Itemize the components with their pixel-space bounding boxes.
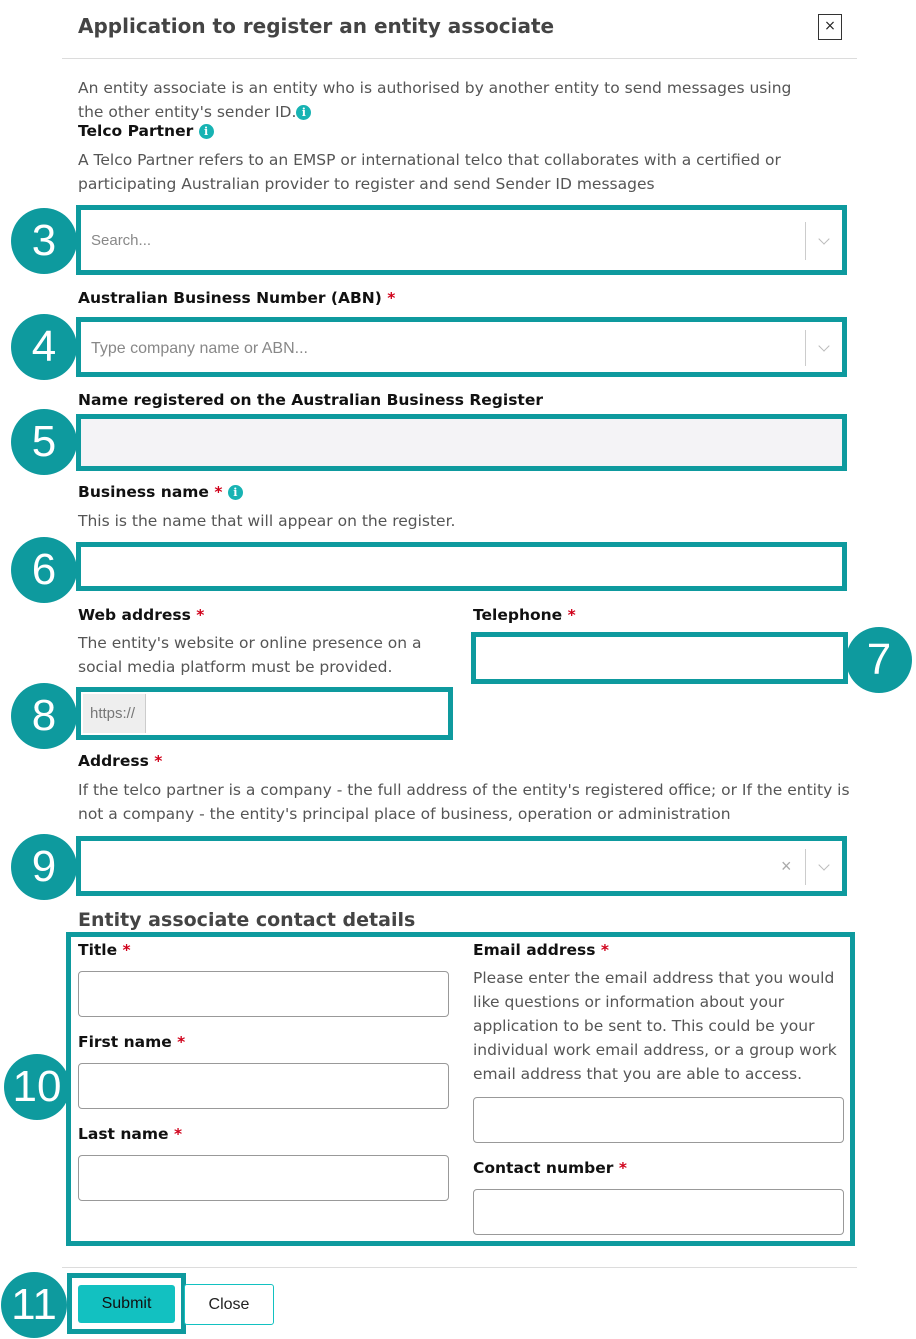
abn-select[interactable] [76, 317, 847, 377]
select-separator [805, 849, 806, 885]
submit-button[interactable]: Submit [78, 1285, 175, 1323]
web-address-prefix: https:// [83, 694, 146, 733]
callout-10: 10 [4, 1054, 70, 1120]
select-separator [805, 330, 806, 366]
address-select[interactable] [76, 836, 847, 896]
dialog-title: Application to register an entity associate [78, 14, 555, 38]
telco-partner-select[interactable] [76, 205, 847, 275]
chevron-down-icon[interactable] [818, 233, 829, 244]
close-icon[interactable]: × [818, 14, 842, 40]
callout-8: 8 [11, 683, 77, 749]
title-input[interactable] [78, 971, 449, 1017]
telephone-input[interactable] [471, 632, 848, 684]
business-name-label: Business name * i [78, 483, 243, 501]
address-description: If the telco partner is a company - the full address of the entity's registered office; or If the entity is not a company - the entity's principal place of business, operation or administration [78, 781, 850, 823]
info-icon[interactable]: i [199, 124, 214, 139]
email-label: Email address * [473, 941, 609, 959]
title-label: Title * [78, 941, 131, 959]
first-name-label: First name * [78, 1033, 186, 1051]
email-description: Please enter the email address that you would like questions or information about your application to be sent to. This could be your individual work email address, or a group work email address that you are able to access. [473, 969, 837, 1083]
contact-details-heading: Entity associate contact details [78, 909, 416, 931]
telco-partner-label: Telco Partner i [78, 122, 214, 140]
callout-9: 9 [11, 834, 77, 900]
chevron-down-icon[interactable] [818, 859, 829, 870]
web-address-label: Web address * [78, 606, 205, 624]
abn-label: Australian Business Number (ABN) * [78, 289, 396, 307]
telco-partner-description: A Telco Partner refers to an EMSP or international telco that collaborates with a certified or participating Australian provider to register and send Sender ID messages [78, 151, 781, 193]
telephone-label: Telephone * [473, 606, 576, 624]
first-name-input[interactable] [78, 1063, 449, 1109]
contact-number-label: Contact number * [473, 1159, 627, 1177]
email-input[interactable] [473, 1097, 844, 1143]
registered-name-field [76, 414, 847, 471]
telco-partner-placeholder: Search... [91, 232, 152, 249]
callout-7: 7 [846, 627, 912, 693]
info-icon[interactable]: i [228, 485, 243, 500]
intro-text: An entity associate is an entity who is authorised by another entity to send messages using the other entity's sender ID. i [78, 79, 792, 121]
info-icon[interactable]: i [296, 105, 311, 120]
footer-divider [62, 1267, 857, 1268]
address-label: Address * [78, 752, 163, 770]
callout-5: 5 [11, 409, 77, 475]
close-button[interactable]: Close [184, 1284, 274, 1325]
clear-icon[interactable]: × [781, 856, 792, 876]
business-name-description: This is the name that will appear on the register. [78, 512, 456, 530]
contact-number-input[interactable] [473, 1189, 844, 1235]
abn-placeholder: Type company name or ABN... [91, 340, 308, 357]
callout-11: 11 [1, 1272, 67, 1338]
last-name-input[interactable] [78, 1155, 449, 1201]
web-address-description: The entity's website or online presence on a social media platform must be provided. [78, 634, 422, 676]
header-divider [62, 58, 857, 59]
callout-3: 3 [11, 208, 77, 274]
chevron-down-icon[interactable] [818, 340, 829, 351]
callout-6: 6 [11, 537, 77, 603]
last-name-label: Last name * [78, 1125, 183, 1143]
web-address-input[interactable] [76, 687, 453, 740]
registered-name-label: Name registered on the Australian Business Register [78, 391, 543, 409]
select-separator [805, 222, 806, 260]
callout-4: 4 [11, 314, 77, 380]
business-name-input[interactable] [76, 542, 847, 591]
